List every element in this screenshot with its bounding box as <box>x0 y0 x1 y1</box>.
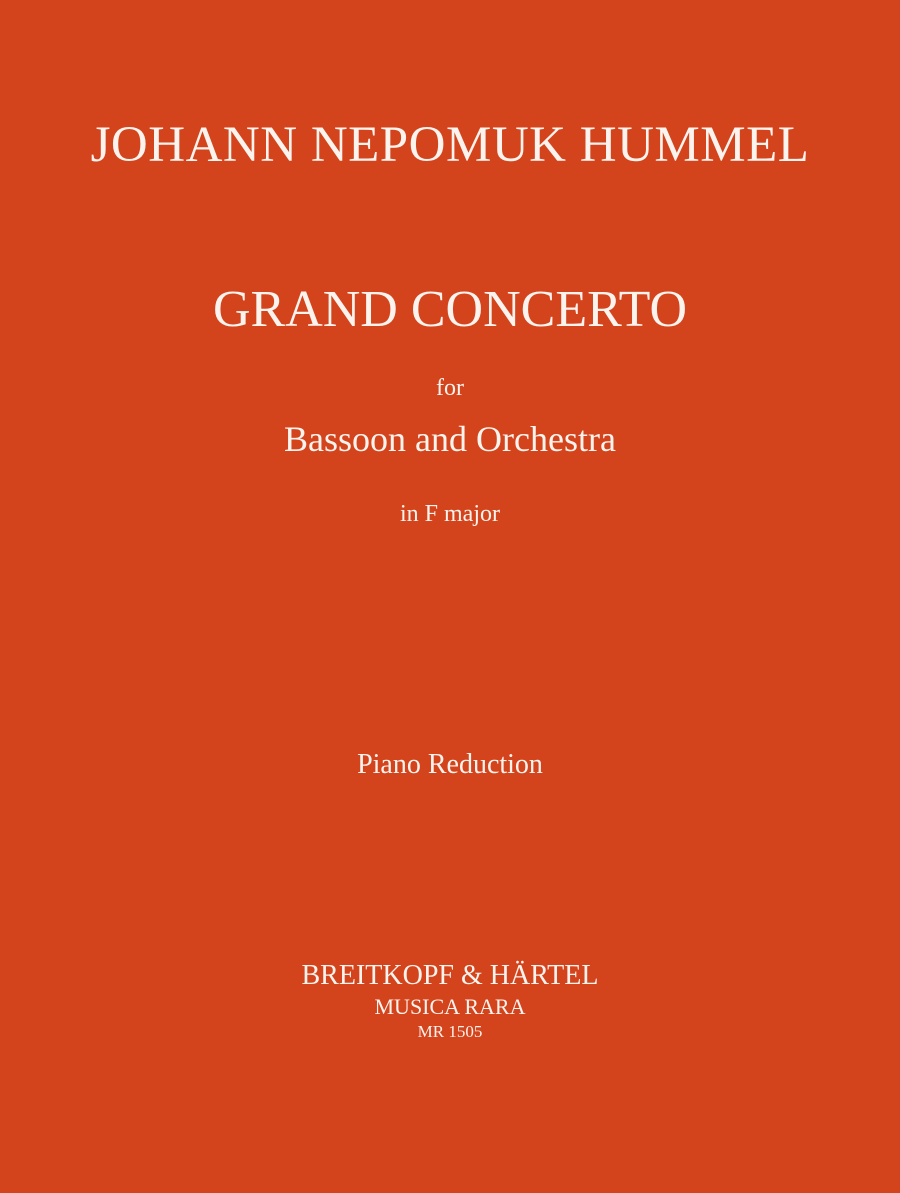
catalog-number: MR 1505 <box>417 1022 483 1041</box>
for-label: for <box>436 375 464 401</box>
work-title: GRAND CONCERTO <box>212 281 688 338</box>
publisher-name: BREITKOPF & HÄRTEL <box>301 960 599 991</box>
publisher-imprint: MUSICA RARA <box>374 994 526 1019</box>
edition-type: Piano Reduction <box>357 749 543 780</box>
instrumentation: Bassoon and Orchestra <box>284 419 616 459</box>
key-signature: in F major <box>400 501 500 527</box>
composer-name: JOHANN NEPOMUK HUMMEL <box>90 117 810 173</box>
